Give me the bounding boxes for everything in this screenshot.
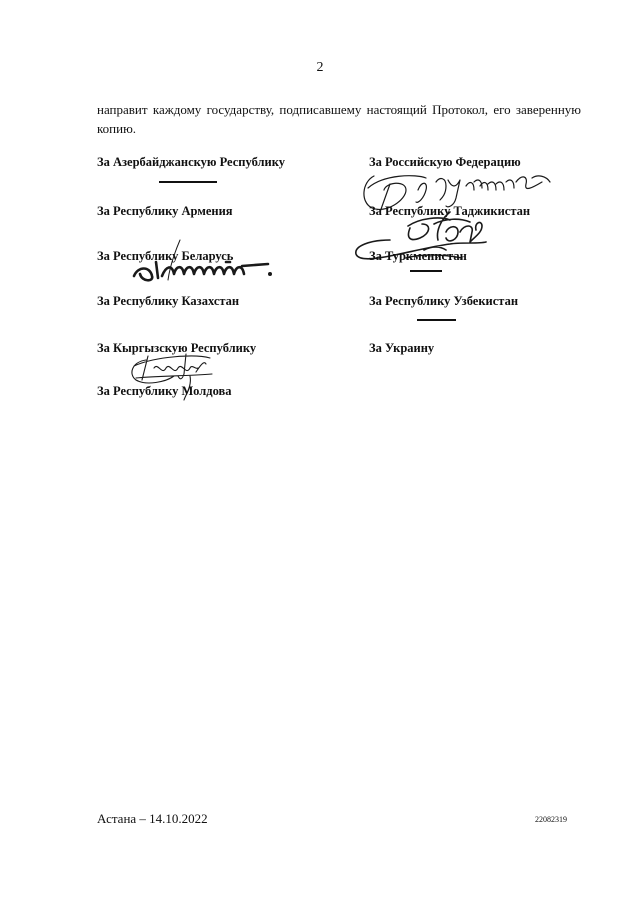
closing-paragraph: направит каждому государству, подписавшему настоящий Протокол, его заверенную копию. (97, 102, 581, 136)
turkmenistan-dash (410, 270, 442, 272)
uzbekistan-dash (417, 319, 456, 321)
signatory-turkmenistan: За Туркменистан (369, 249, 467, 263)
signatory-tajikistan: За Республику Таджикистан (369, 204, 531, 218)
place-date: Астана – 14.10.2022 (97, 811, 208, 826)
page-number: 2 (316, 60, 324, 75)
signatory-russia: За Российскую Федерацию (369, 155, 521, 169)
signatory-belarus: За Республику Беларусь (97, 249, 234, 263)
signatory-azerbaijan: За Азербайджанскую Республику (97, 155, 286, 169)
signatory-armenia: За Республику Армения (97, 204, 233, 218)
signatory-uzbekistan: За Республику Узбекистан (369, 294, 519, 308)
signatory-moldova: За Республику Молдова (97, 384, 232, 398)
signatory-kazakhstan: За Республику Казахстан (97, 294, 240, 308)
signatory-kyrgyzstan: За Кыргызскую Республику (97, 341, 257, 355)
signatory-ukraine: За Украину (369, 341, 435, 355)
azerbaijan-dash (159, 181, 217, 183)
document-code: 22082319 (535, 815, 567, 824)
